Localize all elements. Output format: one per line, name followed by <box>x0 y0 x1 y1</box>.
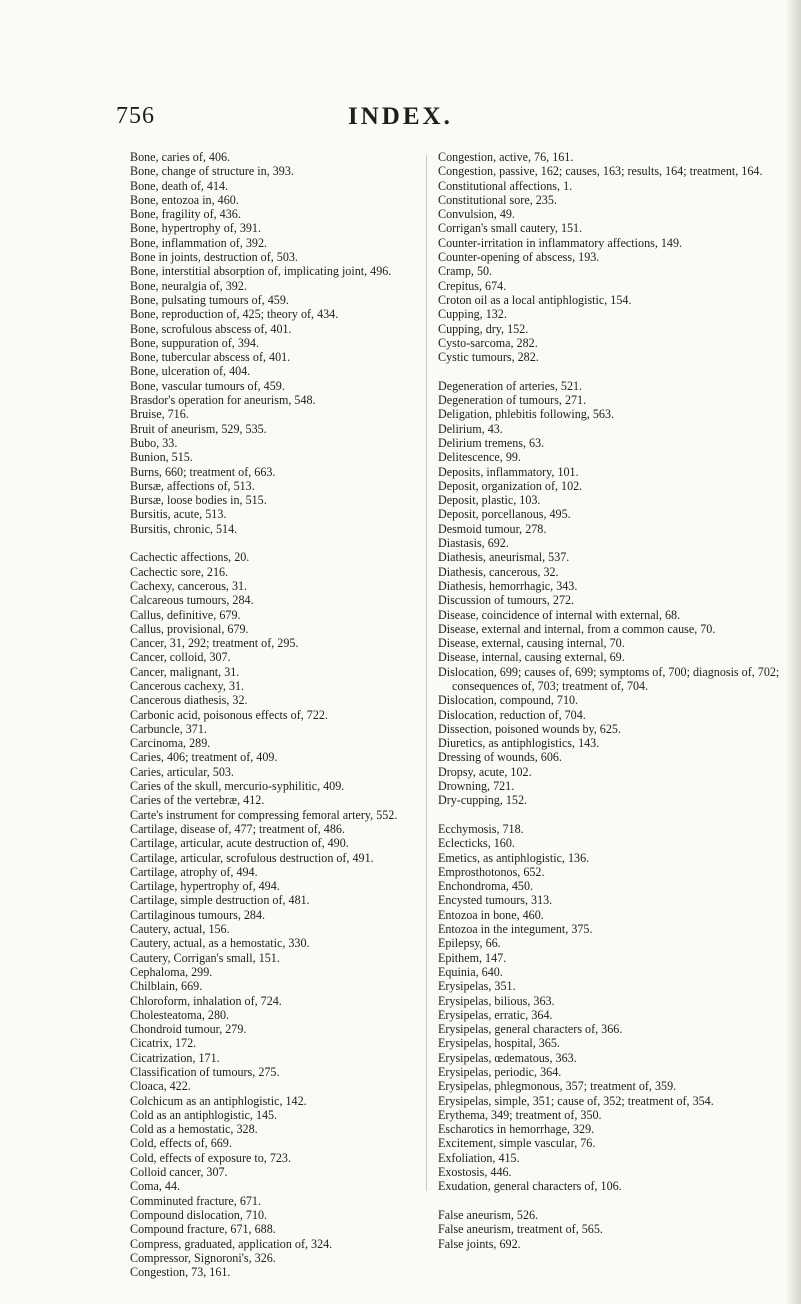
index-entry: Dissection, poisoned wounds by, 625. <box>438 721 621 736</box>
index-entry: Congestion, active, 76, 161. <box>438 150 574 164</box>
index-entry: Coma, 44. <box>130 1179 181 1194</box>
index-entry: Classification of tumours, 275. <box>130 1065 280 1079</box>
index-entry: Erysipelas, 351. <box>438 979 516 994</box>
index-entry: Compound fracture, 671, 688. <box>130 1222 276 1237</box>
index-entry: Bunion, 515. <box>130 450 193 465</box>
index-entry: Chondroid tumour, 279. <box>130 1022 247 1037</box>
index-entry: Exostosis, 446. <box>438 1165 512 1180</box>
index-entry: Bone, scrofulous abscess of, 401. <box>130 321 292 336</box>
index-entry: Bursæ, loose bodies in, 515. <box>130 493 267 508</box>
index-entry: Bone, inflammation of, 392. <box>130 235 268 250</box>
index-entry: Deposits, inflammatory, 101. <box>438 464 579 479</box>
section-gap <box>438 364 785 378</box>
index-entry: Bone, entozoa in, 460. <box>130 192 239 207</box>
index-entry: Dislocation, 699; causes of, 699; symptoms of, 700; diagnosis of, 702; consequences of, 703; treatment of, 704. <box>438 664 780 693</box>
index-entry: Cartilage, simple destruction of, 481. <box>130 893 310 908</box>
index-entry: Bruise, 716. <box>130 407 189 422</box>
index-entry: Cartilaginous tumours, 284. <box>130 907 266 922</box>
index-entry: Delirium, 43. <box>438 421 503 436</box>
index-entry: Eclecticks, 160. <box>438 836 515 851</box>
index-entry: Cancer, 31, 292; treatment of, 295. <box>130 636 299 651</box>
index-entry: Diathesis, aneurismal, 537. <box>438 550 570 565</box>
index-entry: Callus, definitive, 679. <box>130 607 241 622</box>
index-entry: Bone, hypertrophy of, 391. <box>130 221 261 236</box>
index-entry: Diastasis, 692. <box>438 536 509 551</box>
index-entry: Cramp, 50. <box>438 264 493 279</box>
index-entry: Bursæ, affections of, 513. <box>130 478 255 493</box>
index-entry: Deposit, porcellanous, 495. <box>438 507 571 522</box>
index-entry: Dislocation, reduction of, 704. <box>438 707 586 722</box>
index-entry: Colloid cancer, 307. <box>130 1165 228 1180</box>
index-entry: Comminuted fracture, 671. <box>130 1193 261 1208</box>
index-entry: Diathesis, hemorrhagic, 343. <box>438 578 578 593</box>
index-entry: Cholesteatoma, 280. <box>130 1007 230 1022</box>
index-entry: Cautery, actual, 156. <box>130 922 230 937</box>
index-entry: Entozoa in the integument, 375. <box>438 922 593 937</box>
index-entry: False aneurism, treatment of, 565. <box>438 1222 603 1237</box>
section-gap <box>130 536 420 550</box>
index-entry: Cephaloma, 299. <box>130 964 213 979</box>
index-entry: Excitement, simple vascular, 76. <box>438 1136 596 1151</box>
index-entry: Delitescence, 99. <box>438 450 521 465</box>
index-entry: Carbuncle, 371. <box>130 721 207 736</box>
index-entry: Equinia, 640. <box>438 964 503 979</box>
index-entry: Cloaca, 422. <box>130 1079 191 1094</box>
index-entry: Dressing of wounds, 606. <box>438 750 562 765</box>
index-entry: Bone, reproduction of, 425; theory of, 434. <box>130 307 339 322</box>
index-entry: Enchondroma, 450. <box>438 879 534 894</box>
index-entry: Congestion, 73, 161. <box>130 1265 231 1280</box>
index-entry: Carte's instrument for compressing femoral artery, 552. <box>130 807 398 822</box>
index-entry: Bursitis, acute, 513. <box>130 507 227 522</box>
index-entry: Cold as a hemostatic, 328. <box>130 1122 258 1137</box>
index-entry: Cupping, dry, 152. <box>438 321 529 336</box>
index-entry: Epilepsy, 66. <box>438 936 501 951</box>
index-entry: Cachectic sore, 216. <box>130 564 229 579</box>
index-entry: Erysipelas, bilious, 363. <box>438 993 555 1008</box>
section-gap <box>438 1194 785 1208</box>
index-entry: Colchicum as an antiphlogistic, 142. <box>130 1093 307 1108</box>
index-entry: Escharotics in hemorrhage, 329. <box>438 1122 595 1137</box>
index-entry: Bone, pulsating tumours of, 459. <box>130 292 289 307</box>
index-entry: Emetics, as antiphlogistic, 136. <box>438 850 590 865</box>
index-entry: Disease, internal, causing external, 69. <box>438 650 625 665</box>
index-entry: Erysipelas, phlegmonous, 357; treatment of, 359. <box>438 1079 677 1094</box>
index-entry: Deligation, phlebitis following, 563. <box>438 407 615 422</box>
index-entry: Constitutional sore, 235. <box>438 192 557 207</box>
index-entry: Convulsion, 49. <box>438 207 515 222</box>
index-entry: Degeneration of arteries, 521. <box>438 378 583 393</box>
index-entry: Crepitus, 674. <box>438 278 507 293</box>
index-entry: Counter-opening of abscess, 193. <box>438 250 600 265</box>
index-entry: Bone, suppuration of, 394. <box>130 335 259 350</box>
index-entry: Bone, interstitial absorption of, implicating joint, 496. <box>130 264 392 279</box>
index-entry: Calcareous tumours, 284. <box>130 593 254 608</box>
index-entry: Cachectic affections, 20. <box>130 550 250 565</box>
index-entry: Callus, provisional, 679. <box>130 621 249 636</box>
index-entry: Cancer, colloid, 307. <box>130 650 231 665</box>
index-entry: Ecchymosis, 718. <box>438 821 524 836</box>
index-entry: Chilblain, 669. <box>130 979 203 994</box>
index-entry: Bubo, 33. <box>130 435 178 450</box>
index-entry: Deposit, organization of, 102. <box>438 478 583 493</box>
index-entry: False aneurism, 526. <box>438 1207 539 1222</box>
index-entry: Bone, caries of, 406. <box>130 150 231 164</box>
index-entry: Erysipelas, simple, 351; cause of, 352; treatment of, 354. <box>438 1093 714 1108</box>
index-entry: Constitutional affections, 1. <box>438 178 573 193</box>
index-entry: Emprosthotonos, 652. <box>438 864 545 879</box>
index-entry: Cartilage, articular, acute destruction of, 490. <box>130 836 349 851</box>
index-entry: Compressor, Signoroni's, 326. <box>130 1250 276 1265</box>
index-entry: Dislocation, compound, 710. <box>438 693 579 708</box>
page-edge <box>787 0 801 1304</box>
index-entry: Bone, death of, 414. <box>130 178 229 193</box>
index-entry: Bone, tubercular abscess of, 401. <box>130 350 291 365</box>
index-entry: Epithem, 147. <box>438 950 507 965</box>
index-entry: Drowning, 721. <box>438 779 515 794</box>
running-head-title: INDEX. <box>348 103 453 130</box>
index-entry: Deposit, plastic, 103. <box>438 493 541 508</box>
index-entry: Chloroform, inhalation of, 724. <box>130 993 282 1008</box>
index-entry: Cautery, Corrigan's small, 151. <box>130 950 280 965</box>
index-entry: Cupping, 132. <box>438 307 507 322</box>
index-entry: Brasdor's operation for aneurism, 548. <box>130 393 316 408</box>
index-entry: Caries, articular, 503. <box>130 764 234 779</box>
page-header <box>0 103 801 139</box>
index-entry: Bone in joints, destruction of, 503. <box>130 250 298 265</box>
index-entry: Entozoa in bone, 460. <box>438 907 544 922</box>
page-number: 756 <box>116 103 155 129</box>
index-entry: Cartilage, hypertrophy of, 494. <box>130 879 280 894</box>
index-entry: Compress, graduated, application of, 324. <box>130 1236 333 1251</box>
index-column-left <box>130 150 420 1279</box>
index-entry: Erysipelas, general characters of, 366. <box>438 1022 623 1037</box>
index-entry: Erysipelas, periodic, 364. <box>438 1065 562 1079</box>
index-entry: Erythema, 349; treatment of, 350. <box>438 1107 602 1122</box>
index-entry: Cystic tumours, 282. <box>438 350 539 365</box>
index-entry: Congestion, passive, 162; causes, 163; results, 164; treatment, 164. <box>438 164 763 179</box>
index-entry: Diuretics, as antiphlogistics, 143. <box>438 736 600 751</box>
index-entry: Discussion of tumours, 272. <box>438 593 575 608</box>
index-entry: Erysipelas, erratic, 364. <box>438 1007 553 1022</box>
index-entry: Erysipelas, œdematous, 363. <box>438 1050 577 1065</box>
index-entry: Delirium tremens, 63. <box>438 435 545 450</box>
index-entry: Cicatrix, 172. <box>130 1036 197 1051</box>
index-entry: Diathesis, cancerous, 32. <box>438 564 559 579</box>
index-entry: Bone, fragility of, 436. <box>130 207 241 222</box>
index-entry: Cartilage, articular, scrofulous destruction of, 491. <box>130 850 374 865</box>
index-entry: Cautery, actual, as a hemostatic, 330. <box>130 936 310 951</box>
index-entry: Cancer, malignant, 31. <box>130 664 240 679</box>
index-entry: Bursitis, chronic, 514. <box>130 521 238 536</box>
index-entry: Desmoid tumour, 278. <box>438 521 547 536</box>
index-entry: Counter-irritation in inflammatory affections, 149. <box>438 235 683 250</box>
index-entry: Bruit of aneurism, 529, 535. <box>130 421 267 436</box>
index-entry: Croton oil as a local antiphlogistic, 154. <box>438 292 632 307</box>
index-entry: Cancerous diathesis, 32. <box>130 693 248 708</box>
index-entry: Disease, external, causing internal, 70. <box>438 636 625 651</box>
index-entry: Dropsy, acute, 102. <box>438 764 532 779</box>
index-entry: Bone, neuralgia of, 392. <box>130 278 247 293</box>
index-entry: Dry-cupping, 152. <box>438 793 528 808</box>
index-entry: Carcinoma, 289. <box>130 736 211 751</box>
index-entry: Exfoliation, 415. <box>438 1150 520 1165</box>
index-entry: Cartilage, atrophy of, 494. <box>130 864 258 879</box>
index-entry: Burns, 660; treatment of, 663. <box>130 464 276 479</box>
index-entry: Encysted tumours, 313. <box>438 893 553 908</box>
index-entry: Bone, change of structure in, 393. <box>130 164 294 179</box>
index-entry: Cysto-sarcoma, 282. <box>438 335 538 350</box>
index-entry: Disease, external and internal, from a common cause, 70. <box>438 621 716 636</box>
index-entry: Cancerous cachexy, 31. <box>130 678 245 693</box>
index-entry: Caries of the vertebræ, 412. <box>130 793 265 808</box>
index-entry: Carbonic acid, poisonous effects of, 722. <box>130 707 328 722</box>
index-entry: Disease, coincidence of internal with external, 68. <box>438 607 681 622</box>
index-entry: Cicatrization, 171. <box>130 1050 220 1065</box>
index-entry: Bone, vascular tumours of, 459. <box>130 378 285 393</box>
index-entry: Cold as an antiphlogistic, 145. <box>130 1107 278 1122</box>
index-column-right <box>438 150 785 1251</box>
column-divider <box>426 155 427 1191</box>
section-gap <box>438 808 785 822</box>
index-entry: Erysipelas, hospital, 365. <box>438 1036 560 1051</box>
index-entry: Cachexy, cancerous, 31. <box>130 578 248 593</box>
index-entry: Corrigan's small cautery, 151. <box>438 221 583 236</box>
index-entry: False joints, 692. <box>438 1236 521 1251</box>
index-entry: Degeneration of tumours, 271. <box>438 393 587 408</box>
index-entry: Caries, 406; treatment of, 409. <box>130 750 278 765</box>
index-entry: Caries of the skull, mercurio-syphilitic, 409. <box>130 779 345 794</box>
index-entry: Cartilage, disease of, 477; treatment of, 486. <box>130 821 345 836</box>
index-entry: Cold, effects of, 669. <box>130 1136 232 1151</box>
index-entry: Compound dislocation, 710. <box>130 1207 268 1222</box>
index-entry: Bone, ulceration of, 404. <box>130 364 251 379</box>
index-entry: Exudation, general characters of, 106. <box>438 1179 622 1194</box>
index-entry: Cold, effects of exposure to, 723. <box>130 1150 291 1165</box>
